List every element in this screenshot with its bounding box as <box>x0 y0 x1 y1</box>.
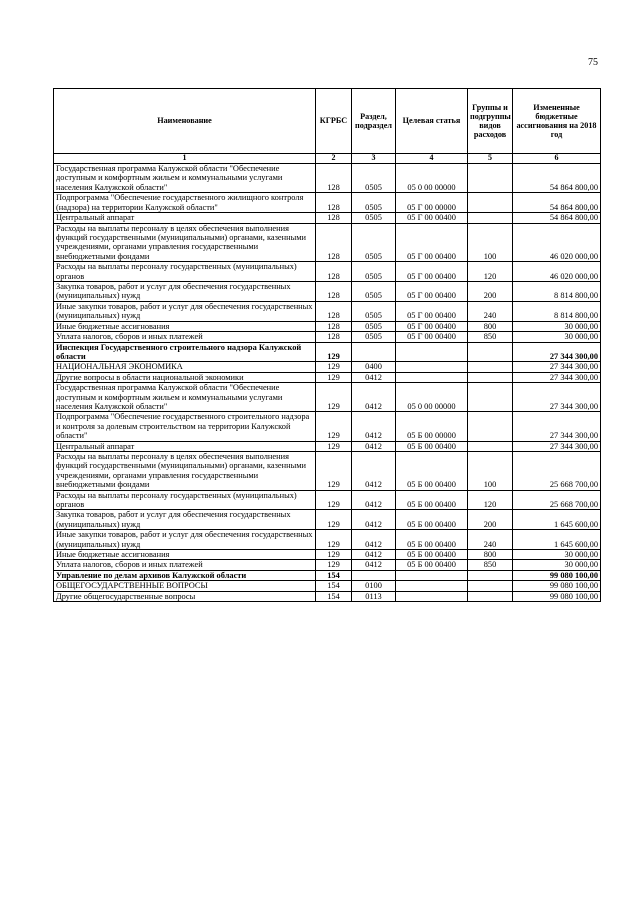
row-name: Инспекция Государственного строительного надзора Калужской области <box>54 342 316 362</box>
row-amount: 46 020 000,00 <box>513 223 601 262</box>
column-number: 6 <box>513 154 601 164</box>
row-section: 0505 <box>352 321 396 331</box>
table-row <box>54 490 601 510</box>
column-number: 5 <box>468 154 513 164</box>
row-kgrbs: 129 <box>316 550 352 560</box>
row-kgrbs: 128 <box>316 223 352 262</box>
row-kgrbs: 129 <box>316 490 352 510</box>
header-kgrbs: КГРБС <box>316 89 352 154</box>
table-row <box>54 362 601 372</box>
row-target <box>396 581 468 591</box>
row-group: 800 <box>468 550 513 560</box>
row-group: 200 <box>468 282 513 302</box>
table-row <box>54 223 601 262</box>
row-group: 120 <box>468 262 513 282</box>
row-amount: 27 344 300,00 <box>513 362 601 372</box>
row-section: 0412 <box>352 550 396 560</box>
row-name: Подпрограмма "Обеспечение государственного строительного надзора и контроля за долевым строительством на территории Калужской области" <box>54 412 316 441</box>
row-target: 05 Б 00 00400 <box>396 451 468 490</box>
row-target <box>396 591 468 601</box>
row-target <box>396 372 468 382</box>
row-section: 0505 <box>352 223 396 262</box>
row-target: 05 Б 00 00400 <box>396 530 468 550</box>
row-amount: 27 344 300,00 <box>513 372 601 382</box>
row-name: Центральный аппарат <box>54 213 316 223</box>
table-row <box>54 164 601 193</box>
row-group <box>468 213 513 223</box>
row-kgrbs: 128 <box>316 213 352 223</box>
row-name: Подпрограмма "Обеспечение государственного жилищного контроля (надзора) на территории Калужской области" <box>54 193 316 213</box>
row-group <box>468 570 513 580</box>
table-row <box>54 332 601 342</box>
header-section: Раздел, подраздел <box>352 89 396 154</box>
row-group <box>468 164 513 193</box>
table-row <box>54 581 601 591</box>
row-kgrbs: 129 <box>316 510 352 530</box>
row-kgrbs: 129 <box>316 560 352 570</box>
row-group: 800 <box>468 321 513 331</box>
row-section <box>352 570 396 580</box>
row-section <box>352 342 396 362</box>
row-target: 05 Б 00 00400 <box>396 490 468 510</box>
row-section: 0505 <box>352 193 396 213</box>
table-row <box>54 591 601 601</box>
row-name: Расходы на выплаты персоналу в целях обеспечения выполнения функций государственными (муниципальными) органами, казенными учреждениями, органами управления государственными внебюджетными фондами <box>54 451 316 490</box>
row-amount: 30 000,00 <box>513 560 601 570</box>
row-group <box>468 342 513 362</box>
row-amount: 25 668 700,00 <box>513 451 601 490</box>
row-name: Уплата налогов, сборов и иных платежей <box>54 332 316 342</box>
row-name: Другие общегосударственные вопросы <box>54 591 316 601</box>
table-row <box>54 570 601 580</box>
row-target: 05 Г 00 00400 <box>396 321 468 331</box>
row-target: 05 0 00 00000 <box>396 164 468 193</box>
table-body <box>54 164 601 602</box>
row-target: 05 Г 00 00400 <box>396 301 468 321</box>
row-name: Государственная программа Калужской области "Обеспечение доступным и комфортным жильем и коммунальными услугами населения Калужской области" <box>54 383 316 412</box>
row-target: 05 Г 00 00400 <box>396 332 468 342</box>
row-section: 0505 <box>352 262 396 282</box>
row-group <box>468 581 513 591</box>
row-amount: 46 020 000,00 <box>513 262 601 282</box>
row-kgrbs: 128 <box>316 193 352 213</box>
row-target: 05 Г 00 00400 <box>396 282 468 302</box>
budget-table <box>53 88 601 602</box>
row-name: Иные закупки товаров, работ и услуг для обеспечения государственных (муниципальных) нужд <box>54 301 316 321</box>
row-group: 240 <box>468 301 513 321</box>
table-header-row <box>54 89 601 154</box>
row-target: 05 Б 00 00400 <box>396 510 468 530</box>
row-group <box>468 412 513 441</box>
row-group <box>468 441 513 451</box>
row-group <box>468 591 513 601</box>
row-name: Закупка товаров, работ и услуг для обеспечения государственных (муниципальных) нужд <box>54 510 316 530</box>
table-row <box>54 383 601 412</box>
row-kgrbs: 154 <box>316 570 352 580</box>
row-section: 0100 <box>352 581 396 591</box>
row-amount: 99 080 100,00 <box>513 591 601 601</box>
row-kgrbs: 128 <box>316 282 352 302</box>
table-row <box>54 441 601 451</box>
row-name: Расходы на выплаты персоналу государственных (муниципальных) органов <box>54 262 316 282</box>
row-section: 0505 <box>352 213 396 223</box>
column-number: 3 <box>352 154 396 164</box>
table-row <box>54 550 601 560</box>
row-name: НАЦИОНАЛЬНАЯ ЭКОНОМИКА <box>54 362 316 372</box>
row-name: Государственная программа Калужской области "Обеспечение доступным и комфортным жильем и коммунальными услугами населения Калужской области" <box>54 164 316 193</box>
row-kgrbs: 129 <box>316 383 352 412</box>
row-amount: 8 814 800,00 <box>513 282 601 302</box>
page-number: 75 <box>588 57 598 68</box>
row-amount: 27 344 300,00 <box>513 342 601 362</box>
row-section: 0400 <box>352 362 396 372</box>
table-row <box>54 321 601 331</box>
row-group <box>468 372 513 382</box>
table-row <box>54 262 601 282</box>
row-section: 0113 <box>352 591 396 601</box>
row-section: 0505 <box>352 164 396 193</box>
table-row <box>54 451 601 490</box>
row-section: 0505 <box>352 332 396 342</box>
header-groups: Группы и подгруппы видов расходов <box>468 89 513 154</box>
row-amount: 30 000,00 <box>513 332 601 342</box>
row-amount: 27 344 300,00 <box>513 412 601 441</box>
row-kgrbs: 129 <box>316 441 352 451</box>
row-amount: 99 080 100,00 <box>513 581 601 591</box>
row-target: 05 Г 00 00000 <box>396 193 468 213</box>
row-kgrbs: 128 <box>316 164 352 193</box>
row-amount: 30 000,00 <box>513 550 601 560</box>
row-section: 0412 <box>352 560 396 570</box>
row-target: 05 Б 00 00400 <box>396 441 468 451</box>
row-amount: 1 645 600,00 <box>513 510 601 530</box>
column-number: 1 <box>54 154 316 164</box>
row-kgrbs: 129 <box>316 451 352 490</box>
column-number: 2 <box>316 154 352 164</box>
row-kgrbs: 128 <box>316 332 352 342</box>
row-target: 05 Г 00 00400 <box>396 213 468 223</box>
row-amount: 8 814 800,00 <box>513 301 601 321</box>
row-name: Иные бюджетные ассигнования <box>54 321 316 331</box>
row-amount: 1 645 600,00 <box>513 530 601 550</box>
row-section: 0412 <box>352 383 396 412</box>
row-section: 0412 <box>352 412 396 441</box>
row-amount: 54 864 800,00 <box>513 213 601 223</box>
table-row <box>54 510 601 530</box>
row-group <box>468 362 513 372</box>
row-group <box>468 383 513 412</box>
row-section: 0505 <box>352 282 396 302</box>
row-amount: 99 080 100,00 <box>513 570 601 580</box>
row-target <box>396 342 468 362</box>
row-kgrbs: 128 <box>316 321 352 331</box>
row-target: 05 Г 00 00400 <box>396 223 468 262</box>
row-target: 05 Г 00 00400 <box>396 262 468 282</box>
row-kgrbs: 128 <box>316 262 352 282</box>
row-group: 240 <box>468 530 513 550</box>
table-row <box>54 342 601 362</box>
row-target: 05 Б 00 00400 <box>396 560 468 570</box>
row-target: 05 0 00 00000 <box>396 383 468 412</box>
row-group <box>468 193 513 213</box>
table-row <box>54 213 601 223</box>
table-row <box>54 412 601 441</box>
row-kgrbs: 154 <box>316 591 352 601</box>
table-row <box>54 560 601 570</box>
row-amount: 30 000,00 <box>513 321 601 331</box>
row-name: Расходы на выплаты персоналу в целях обеспечения выполнения функций государственными (муниципальными) органами, казенными учреждениями, органами управления государственными внебюджетными фондами <box>54 223 316 262</box>
row-kgrbs: 129 <box>316 362 352 372</box>
row-section: 0412 <box>352 490 396 510</box>
row-name: Другие вопросы в области национальной экономики <box>54 372 316 382</box>
header-target: Целевая статья <box>396 89 468 154</box>
row-group: 120 <box>468 490 513 510</box>
row-section: 0412 <box>352 510 396 530</box>
row-section: 0505 <box>352 301 396 321</box>
row-name: Иные бюджетные ассигнования <box>54 550 316 560</box>
row-amount: 25 668 700,00 <box>513 490 601 510</box>
table-row <box>54 282 601 302</box>
row-group: 100 <box>468 451 513 490</box>
row-kgrbs: 129 <box>316 530 352 550</box>
row-amount: 27 344 300,00 <box>513 383 601 412</box>
table-row <box>54 372 601 382</box>
row-kgrbs: 129 <box>316 372 352 382</box>
row-name: Уплата налогов, сборов и иных платежей <box>54 560 316 570</box>
table-row <box>54 193 601 213</box>
row-name: Закупка товаров, работ и услуг для обеспечения государственных (муниципальных) нужд <box>54 282 316 302</box>
table-row <box>54 530 601 550</box>
header-name: Наименование <box>54 89 316 154</box>
row-kgrbs: 128 <box>316 301 352 321</box>
row-target <box>396 570 468 580</box>
row-name: ОБЩЕГОСУДАРСТВЕННЫЕ ВОПРОСЫ <box>54 581 316 591</box>
row-name: Иные закупки товаров, работ и услуг для обеспечения государственных (муниципальных) нужд <box>54 530 316 550</box>
row-amount: 54 864 800,00 <box>513 164 601 193</box>
row-group: 200 <box>468 510 513 530</box>
row-section: 0412 <box>352 372 396 382</box>
row-amount: 27 344 300,00 <box>513 441 601 451</box>
row-target: 05 Б 00 00000 <box>396 412 468 441</box>
row-name: Управление по делам архивов Калужской области <box>54 570 316 580</box>
row-amount: 54 864 800,00 <box>513 193 601 213</box>
row-kgrbs: 129 <box>316 342 352 362</box>
row-target: 05 Б 00 00400 <box>396 550 468 560</box>
row-kgrbs: 129 <box>316 412 352 441</box>
row-group: 100 <box>468 223 513 262</box>
column-number-row <box>54 154 601 164</box>
row-section: 0412 <box>352 530 396 550</box>
row-kgrbs: 154 <box>316 581 352 591</box>
row-group: 850 <box>468 560 513 570</box>
row-name: Расходы на выплаты персоналу государственных (муниципальных) органов <box>54 490 316 510</box>
row-target <box>396 362 468 372</box>
row-section: 0412 <box>352 451 396 490</box>
column-number: 4 <box>396 154 468 164</box>
header-amount: Измененные бюджетные ассигнования на 2018 год <box>513 89 601 154</box>
row-group: 850 <box>468 332 513 342</box>
row-section: 0412 <box>352 441 396 451</box>
row-name: Центральный аппарат <box>54 441 316 451</box>
table-row <box>54 301 601 321</box>
